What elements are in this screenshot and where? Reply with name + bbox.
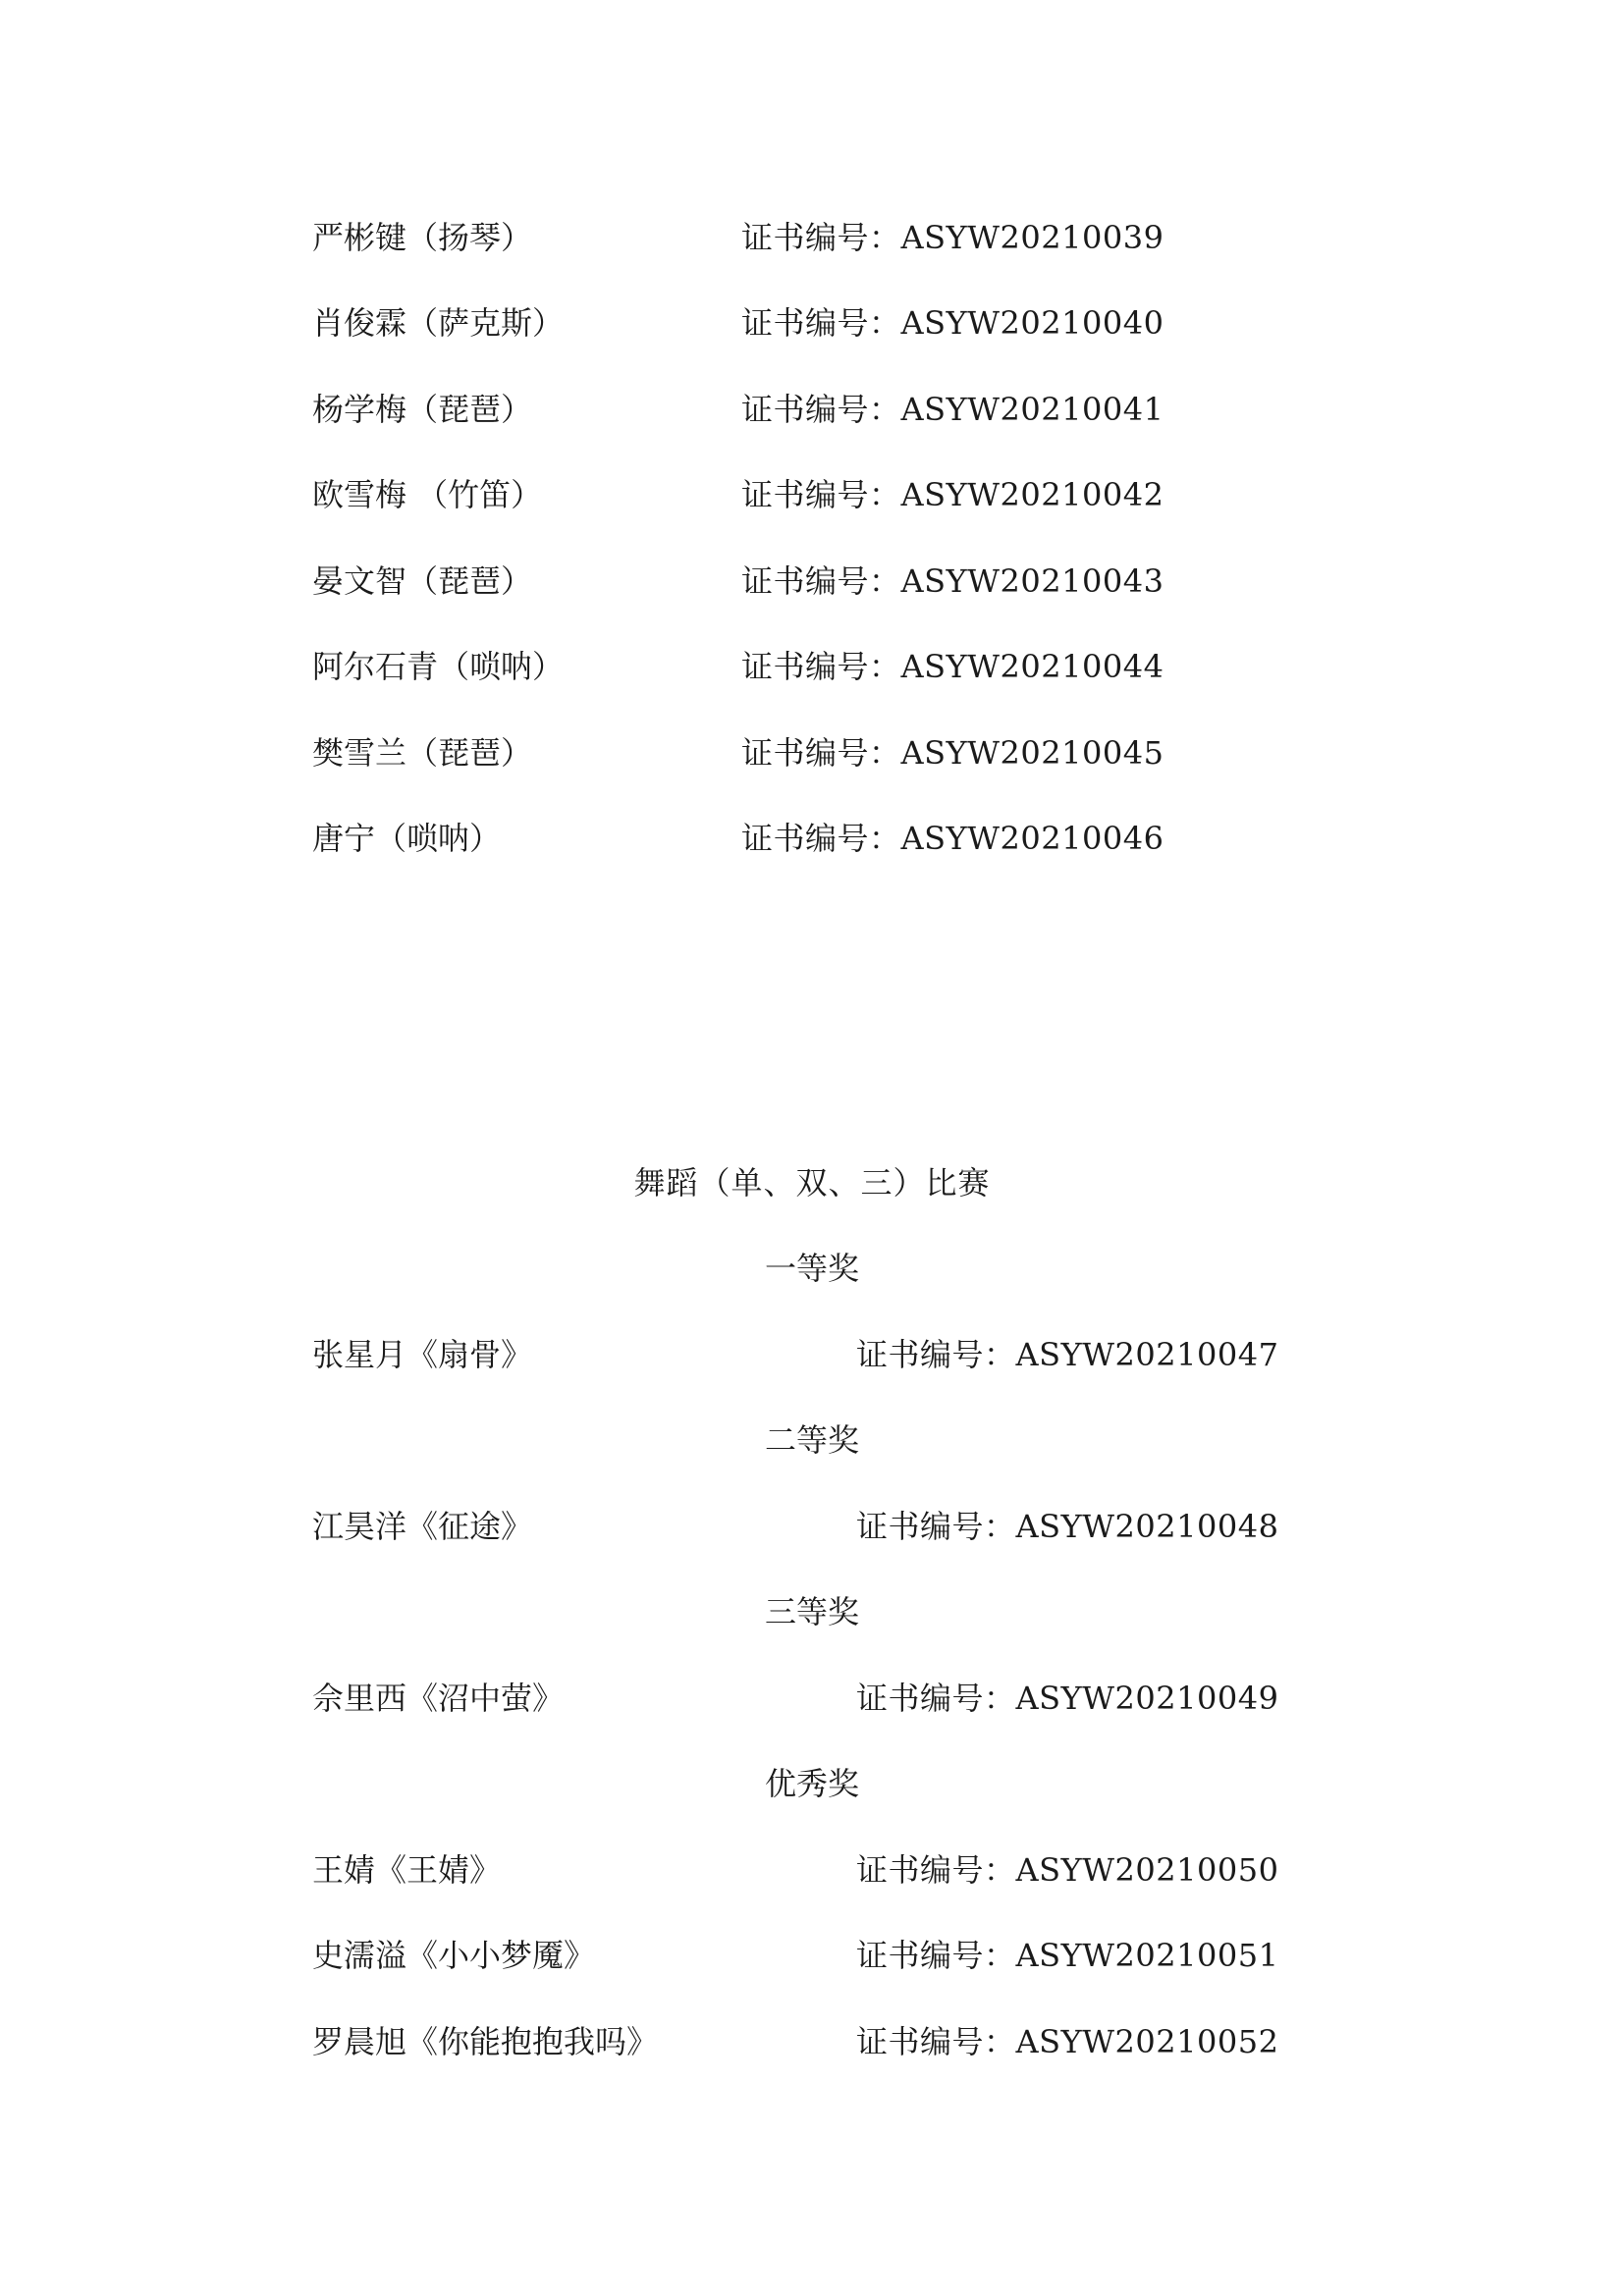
list-item xyxy=(0,1325,1624,1384)
award-name: 唐宁（唢呐） xyxy=(312,820,502,857)
award-name: 晏文智（琵琶） xyxy=(312,562,533,600)
award-name: 阿尔石青（唢呐） xyxy=(312,648,565,685)
award-name: 肖俊霖（萨克斯） xyxy=(312,304,565,342)
award-name: 佘里西《沼中萤》 xyxy=(312,1680,565,1717)
certificate-number: 证书编号：ASYW20210039 xyxy=(741,219,1164,256)
certificate-number: 证书编号：ASYW20210050 xyxy=(856,1851,1279,1889)
list-item xyxy=(0,723,1624,782)
list-item xyxy=(0,380,1624,439)
list-item xyxy=(0,809,1624,868)
award-name: 王婧《王婧》 xyxy=(312,1851,502,1889)
section-title: 舞蹈（单、双、三）比赛 xyxy=(633,1164,991,1201)
list-item xyxy=(0,465,1624,524)
certificate-number: 证书编号：ASYW20210052 xyxy=(856,2023,1279,2060)
certificate-number: 证书编号：ASYW20210048 xyxy=(856,1508,1279,1545)
prize-heading-first: 一等奖 xyxy=(764,1250,859,1287)
list-item xyxy=(0,294,1624,352)
certificate-number: 证书编号：ASYW20210046 xyxy=(741,820,1164,857)
list-item xyxy=(0,1497,1624,1556)
list-item xyxy=(0,1841,1624,1899)
certificate-number: 证书编号：ASYW20210049 xyxy=(856,1680,1279,1717)
award-name: 张星月《扇骨》 xyxy=(312,1336,533,1373)
award-name: 史濡溢《小小梦魇》 xyxy=(312,1937,596,1974)
certificate-number: 证书编号：ASYW20210044 xyxy=(741,648,1164,685)
certificate-number: 证书编号：ASYW20210047 xyxy=(856,1336,1279,1373)
certificate-number: 证书编号：ASYW20210040 xyxy=(741,304,1164,342)
certificate-number: 证书编号：ASYW20210042 xyxy=(741,476,1164,513)
award-name: 江昊洋《征途》 xyxy=(312,1508,533,1545)
certificate-number: 证书编号：ASYW20210045 xyxy=(741,734,1164,772)
list-item xyxy=(0,552,1624,611)
award-name: 严彬键（扬琴） xyxy=(312,219,533,256)
list-item xyxy=(0,1926,1624,1985)
award-name: 杨学梅（琵琶） xyxy=(312,391,533,428)
certificate-number: 证书编号：ASYW20210051 xyxy=(856,1937,1279,1974)
award-name: 樊雪兰（琵琶） xyxy=(312,734,533,772)
list-item xyxy=(0,208,1624,267)
list-item xyxy=(0,637,1624,696)
prize-heading-second: 二等奖 xyxy=(764,1421,859,1459)
prize-heading-excellence: 优秀奖 xyxy=(764,1765,859,1802)
certificate-number: 证书编号：ASYW20210041 xyxy=(741,391,1164,428)
award-name: 罗晨旭《你能抱抱我吗》 xyxy=(312,2023,659,2060)
award-name: 欧雪梅 （竹笛） xyxy=(312,476,543,513)
list-item xyxy=(0,2012,1624,2071)
certificate-number: 证书编号：ASYW20210043 xyxy=(741,562,1164,600)
prize-heading-third: 三等奖 xyxy=(764,1593,859,1630)
list-item xyxy=(0,1669,1624,1728)
